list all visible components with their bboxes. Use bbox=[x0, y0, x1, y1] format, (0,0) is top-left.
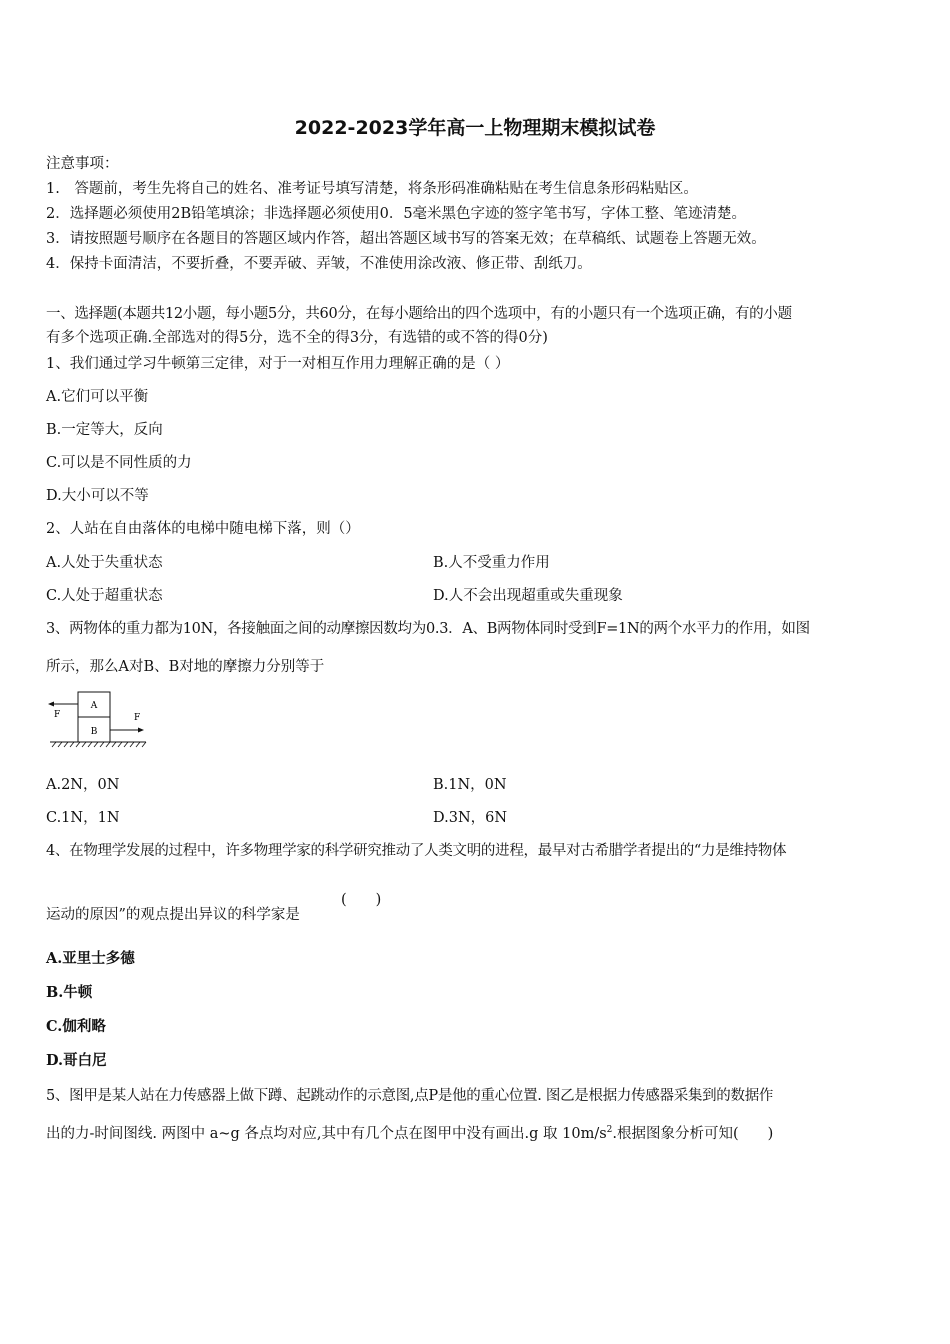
notice-heading: 注意事项： bbox=[46, 156, 119, 172]
blocks-figure bbox=[46, 686, 150, 750]
question-3-stem-cont: 所示，那么A对B、B对地的摩擦力分别等于 bbox=[46, 659, 325, 675]
q3-option-c: C.1N，1N bbox=[46, 810, 120, 826]
q4-option-b: B.牛顿 bbox=[46, 984, 93, 1001]
q3-option-d: D.3N，6N bbox=[433, 810, 508, 826]
force-left-label: F bbox=[54, 710, 61, 720]
block-a-label: A bbox=[90, 701, 98, 711]
notice-item: 3．请按照题号顺序在各题目的答题区域内作答，超出答题区域书写的答案无效；在草稿纸、试题卷上答题无效。 bbox=[46, 231, 766, 247]
q1-option-a: A.它们可以平衡 bbox=[46, 389, 149, 405]
question-3-stem: 3、两物体的重力都为10N，各接触面之间的动摩擦因数均为0.3．A、B两物体同时受到F=1N的两个水平力的作用，如图 bbox=[46, 621, 810, 637]
block-b-label: B bbox=[90, 727, 98, 737]
q3-option-b: B.1N，0N bbox=[433, 777, 507, 793]
notice-item: 1. 答题前，考生先将自己的姓名、准考证号填写清楚，将条形码准确粘贴在考生信息条形码粘贴区。 bbox=[46, 181, 698, 197]
section-heading-cont: 有多个选项正确.全部选对的得5分，选不全的得3分，有选错的或不答的得0分) bbox=[46, 330, 548, 346]
q1-option-d: D.大小可以不等 bbox=[46, 488, 149, 504]
question-4-stem-cont: 运动的原因”的观点提出异议的科学家是 bbox=[46, 907, 300, 923]
page-title: 2022-2023学年高一上物理期末模拟试卷 bbox=[294, 117, 656, 139]
q4-option-d: D.哥白尼 bbox=[46, 1052, 107, 1069]
superscript: 2 bbox=[606, 1125, 613, 1136]
q1-option-c: C.可以是不同性质的力 bbox=[46, 455, 192, 471]
answer-blank: ( ) bbox=[341, 892, 382, 908]
question-1-stem: 1、我们通过学习牛顿第三定律，对于一对相互作用力理解正确的是（ ） bbox=[46, 356, 510, 372]
q5-stem-part: 出的力-时间图线. 两图中 a~g 各点均对应,其中有几个点在图甲中没有画出.g 取 10m/s bbox=[46, 1126, 607, 1142]
q2-option-b: B.人不受重力作用 bbox=[433, 555, 550, 571]
q3-option-a: A.2N，0N bbox=[46, 777, 120, 793]
q5-stem-part: .根据图象分析可知( ) bbox=[612, 1126, 774, 1142]
q2-option-c: C.人处于超重状态 bbox=[46, 588, 163, 604]
q2-option-d: D.人不会出现超重或失重现象 bbox=[433, 588, 623, 604]
question-5-stem-cont bbox=[46, 1122, 773, 1143]
notice-item: 4．保持卡面清洁，不要折叠，不要弄破、弄皱，不准使用涂改液、修正带、刮纸刀。 bbox=[46, 256, 592, 272]
question-4-stem: 4、在物理学发展的过程中，许多物理学家的科学研究推动了人类文明的进程，最早对古希腊学者提出的“力是维持物体 bbox=[46, 843, 787, 859]
notice-item: 2．选择题必须使用2B铅笔填涂；非选择题必须使用0．5毫米黑色字迹的签字笔书写，字体工整、笔迹清楚。 bbox=[46, 206, 747, 222]
arrow-head-left-icon bbox=[48, 702, 54, 707]
q4-option-a: A.亚里士多德 bbox=[46, 950, 135, 967]
ground-hatch bbox=[52, 742, 146, 747]
arrow-head-right-icon bbox=[138, 728, 144, 733]
q1-option-b: B.一定等大，反向 bbox=[46, 422, 163, 438]
force-right-label: F bbox=[134, 713, 141, 723]
section-heading: 一、选择题(本题共12小题，每小题5分，共60分，在每小题给出的四个选项中，有的小题只有一个选项正确，有的小题 bbox=[46, 306, 792, 322]
q2-option-a: A.人处于失重状态 bbox=[46, 555, 163, 571]
q4-option-c: C.伽利略 bbox=[46, 1018, 106, 1035]
question-5-stem: 5、图甲是某人站在力传感器上做下蹲、起跳动作的示意图,点P是他的重心位置. 图乙是根据力传感器采集到的数据作 bbox=[46, 1088, 774, 1104]
question-2-stem: 2、人站在自由落体的电梯中随电梯下落，则（） bbox=[46, 521, 360, 537]
